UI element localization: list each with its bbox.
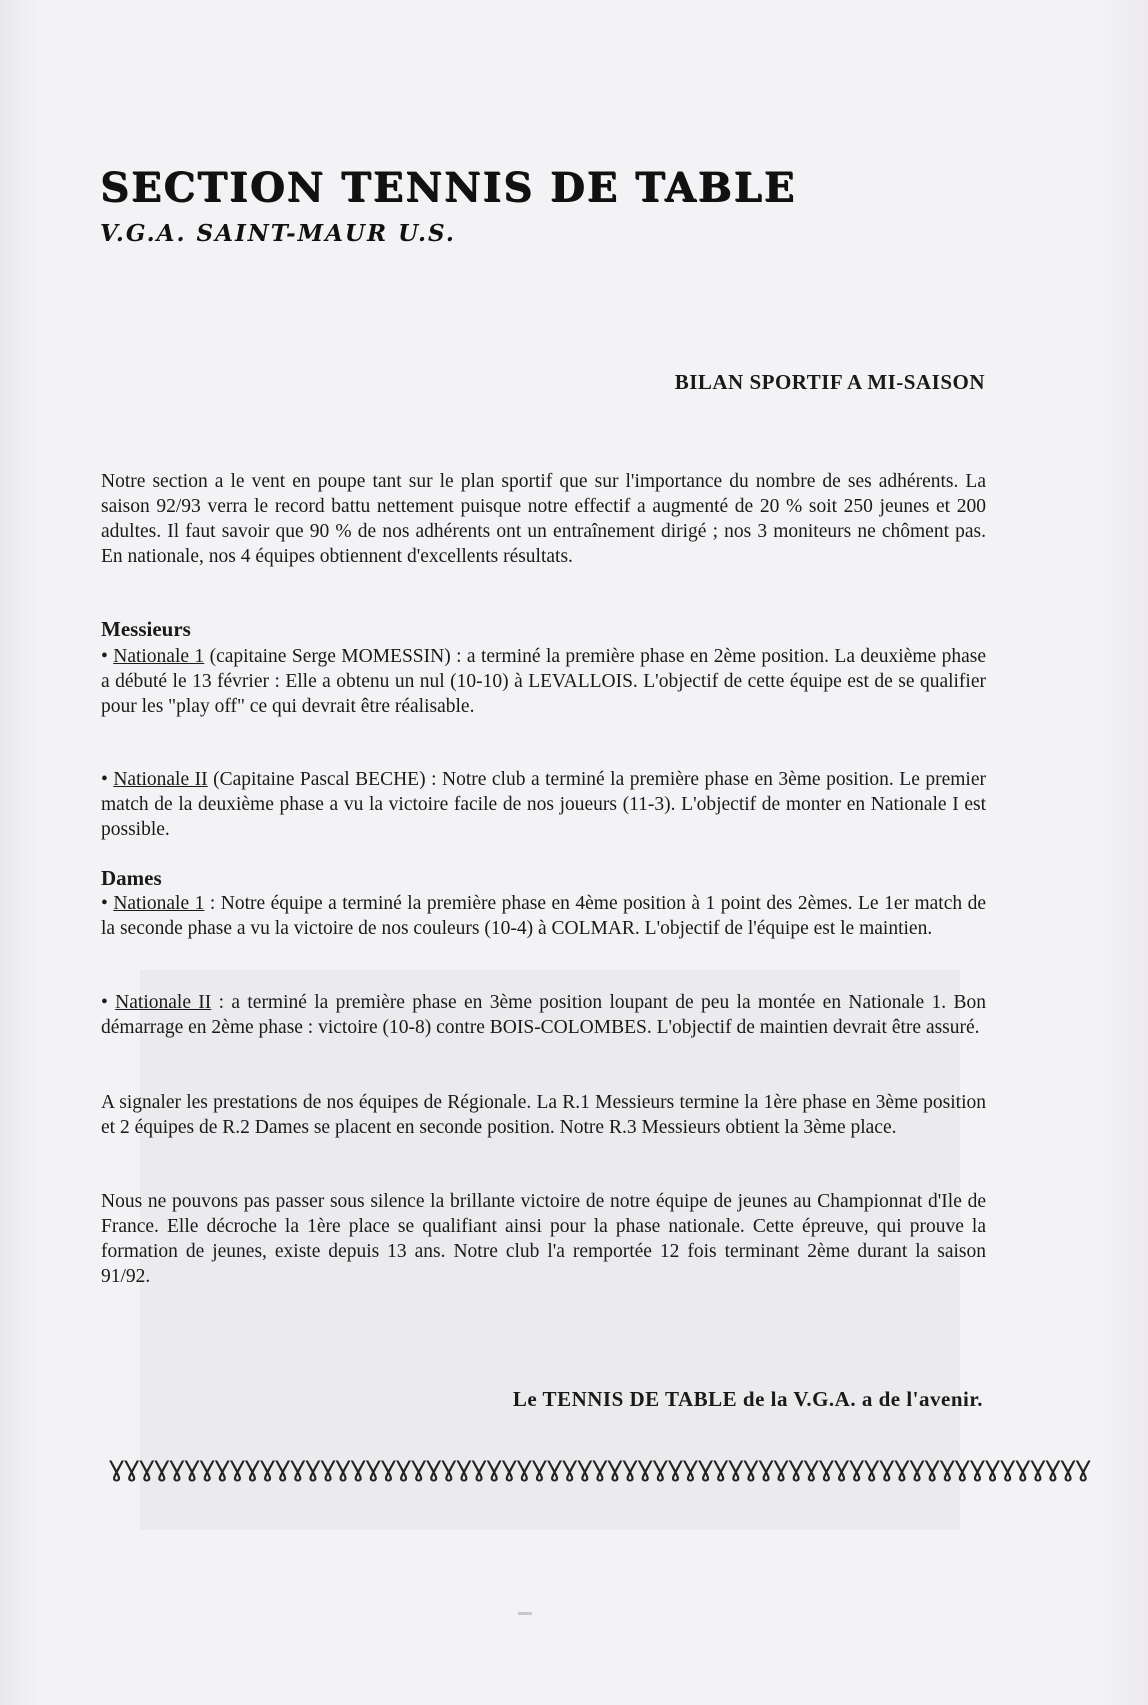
page-mark (518, 1612, 532, 1615)
intro-paragraph (101, 469, 986, 569)
jeunes-paragraph (101, 1189, 986, 1289)
intro-text: Notre section a le vent en poupe tant sur le plan sportif que sur l'importance du nombre de ses adhérents. La saison 92/93 verra le record battu nettement puisque notre effectif a augmenté de 20 % soit 250 jeunes et 200 adultes. Il faut savoir que 90 % de nos adhérents ont un entraînement dirigé ; nos 3 moniteurs ne chôment pas. En nationale, nos 4 équipes obtiennent d'excellents résultats. (101, 471, 986, 567)
dames-n2-paragraph: • Nationale II : a terminé la première phase en 3ème position loupant de peu la montée en Nationale 1. Bon démarrage en 2ème phase : victoire (10-8) contre BOIS-COLOMBES. L'objectif de maintien devrait être assuré. (101, 992, 986, 1038)
regionale-paragraph (101, 1090, 986, 1140)
dames-n1-paragraph: • Nationale 1 : Notre équipe a terminé la première phase en 4ème position à 1 point des 2èmes. Le 1er match de la seconde phase a vu la victoire de nos couleurs (10-4) à COLMAR. L'objectif de l'équipe est le maintien. (101, 893, 986, 939)
messieurs-title: Messieurs (101, 617, 191, 641)
dames-n2-text: : a terminé la première phase en 3ème position loupant de peu la montée en Nationale 1. Bon démarrage en 2ème phase : victoire (10-8) contre BOIS-COLOMBES. L'objectif de maintien devrait être assuré. (101, 992, 986, 1038)
messieurs-n1-paragraph: • Nationale 1 (capitaine Serge MOMESSIN) : a terminé la première phase en 2ème position. La deuxième phase a débuté le 13 février : Elle a obtenu un nul (10-10) à LEVALLOIS. L'objectif de cette équipe est de se qualifier pour les "play off" ce qui devrait être réalisable. (101, 646, 986, 717)
jeunes-text: Nous ne pouvons pas passer sous silence la brillante victoire de notre équipe de jeunes au Championnat d'Ile de France. Elle décroche la 1ère place se qualifiant ainsi pour la phase nationale. Cette épreuve, qui prouve la formation de jeunes, existe depuis 13 ans. Notre club l'a remportée 12 fois terminant 2ème durant la saison 91/92. (101, 1191, 986, 1287)
dames-n2-label: Nationale II (115, 992, 212, 1013)
messieurs-n2-label: Nationale II (113, 769, 208, 790)
messieurs-n1-text: (capitaine Serge MOMESSIN) : a terminé la première phase en 2ème position. La deuxième phase a débuté le 13 février : Elle a obtenu un nul (10-10) à LEVALLOIS. L'objectif de cette équipe est de se qualifier pour les "play off" ce qui devrait être réalisable. (101, 646, 986, 717)
dames-title: Dames (101, 866, 162, 890)
section-heading: BILAN SPORTIF A MI-SAISON (674, 370, 985, 394)
messieurs-n1-label: Nationale 1 (113, 646, 205, 667)
dames-n1-text: : Notre équipe a terminé la première phase en 4ème position à 1 point des 2èmes. Le 1er match de la seconde phase a vu la victoire de nos couleurs (10-4) à COLMAR. L'objectif de l'équipe est le maintien. (101, 893, 986, 939)
page-subtitle: V.G.A. SAINT-MAUR U.S. (100, 220, 456, 247)
messieurs-n2-text: (Capitaine Pascal BECHE) : Notre club a terminé la première phase en 3ème position. Le premier match de la deuxième phase a vu la victoire facile de nos joueurs (11-3). L'objectif de monter en Nationale I est possible. (101, 769, 986, 840)
page-title: SECTION TENNIS DE TABLE (100, 164, 797, 211)
messieurs-n2-paragraph: • Nationale II (Capitaine Pascal BECHE) : Notre club a terminé la première phase en 3ème position. Le premier match de la deuxième phase a vu la victoire facile de nos joueurs (11-3). L'objectif de monter en Nationale I est possible. (101, 769, 986, 840)
decorative-border: ƔƔƔƔƔƔƔƔƔƔƔƔƔƔƔƔƔƔƔƔƔƔƔƔƔƔƔƔƔƔƔƔƔƔƔƔƔƔƔƔƔƔƔƔƔƔƔƔƔƔƔƔƔƔƔƔƔƔƔƔƔƔƔƔƔ (109, 1458, 1091, 1483)
closing-line: Le TENNIS DE TABLE de la V.G.A. a de l'avenir. (512, 1387, 983, 1411)
dames-n1-label: Nationale 1 (113, 893, 205, 914)
regionale-text: A signaler les prestations de nos équipes de Régionale. La R.1 Messieurs termine la 1ère phase en 3ème position et 2 équipes de R.2 Dames se placent en seconde position. Notre R.3 Messieurs obtient la 3ème place. (101, 1092, 986, 1138)
